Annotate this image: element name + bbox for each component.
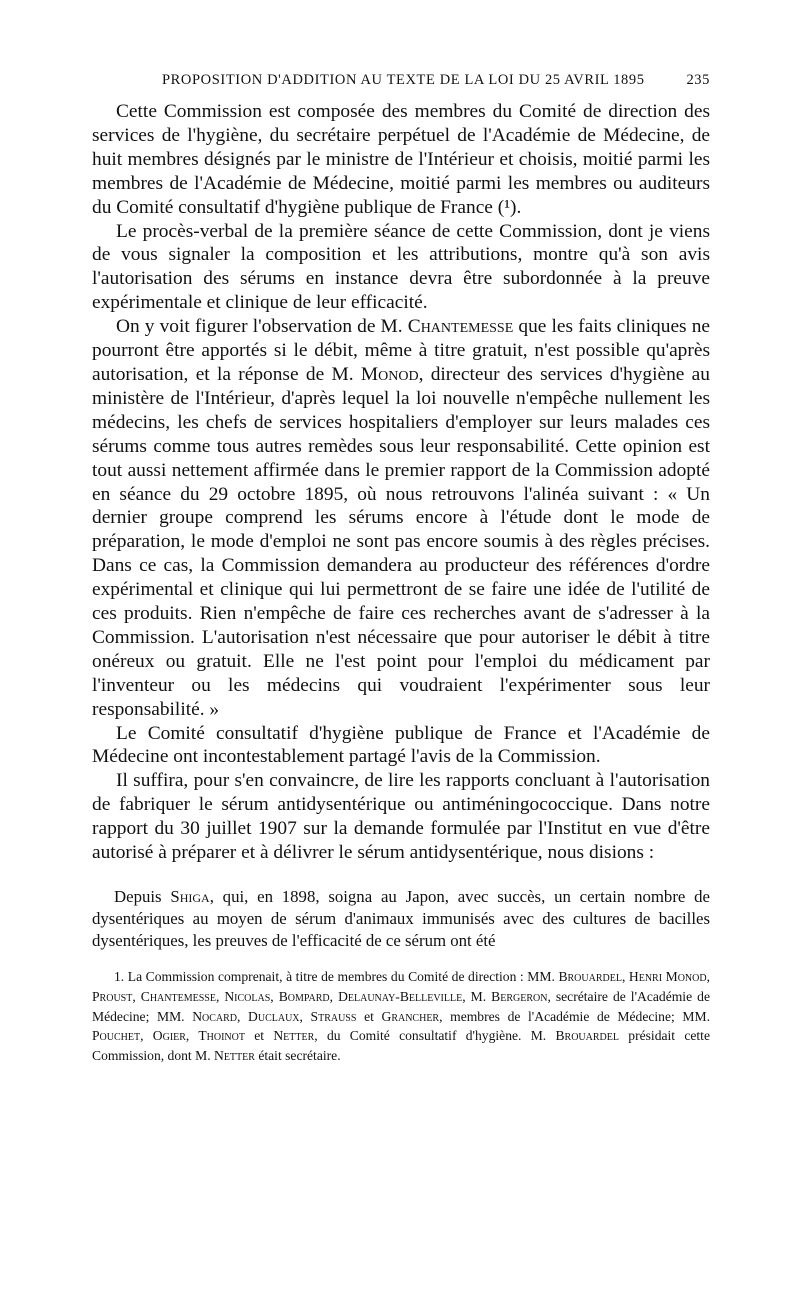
fn-text-9: était secrétaire. <box>258 1047 341 1063</box>
paragraph-5: Il suffira, pour s'en convaincre, de lire les rapports concluant à l'autorisation de fabriquer le sérum antidysentérique ou antiméningococcique. Dans notre rapport du 30 juillet 1907 sur la demande formulée par l'Institut en vue d'être autorisé à préparer et à délivrer le sérum antidysentérique, nous disions : <box>92 770 710 864</box>
running-title: PROPOSITION D'ADDITION AU TEXTE DE LA LOI DU 25 AVRIL 1895 <box>162 72 645 88</box>
fn-text-6: et <box>254 1028 265 1044</box>
paragraph-4: Le Comité consultatif d'hygiène publique de France et l'Académie de Médecine ont incontestablement partagé l'avis de la Commission. <box>92 722 710 768</box>
fn-text-4: et <box>364 1008 374 1024</box>
fn-names-3: Nocard, Duclaux, Strauss <box>192 1008 357 1024</box>
paragraph-1: Cette Commission est composée des membres du Comité de direction des services de l'hygiène, du secrétaire perpétuel de l'Académie de Médecine, de huit membres désignés par le ministre de l'Intérieur et choisis, moitié parmi les membres de l'Académie de Médecine, moitié parmi les membres ou auditeurs du Comité consultatif d'hygiène publique de France (¹). <box>92 101 710 218</box>
p3-text-c: , directeur des services d'hygiène au ministère de l'Intérieur, d'après lequel la loi nouvelle n'empêche nullement les médecins, les chefs de services hospitaliers d'employer sur leurs malades ces sérums comme tous autres remèdes sous leur responsabilité. Cette opinion est tout aussi nettement affirmée dans le premier rapport de la Commission adopté en séance du 29 octobre 1895, où nous retrouvons l'alinéa suivant : « Un dernier groupe comprend les sérums encore à l'étude dont le mode de préparation, le mode d'emploi ne sont pas encore soumis à des règles précises. Dans ce cas, la Commission demandera au producteur des références d'ordre expérimental et clinique qui lui permettront de se faire une idée de l'utilité de ces produits. Rien n'empêche de faire ces recherches avant de s'adresser à la Commission. L'autorisation n'est nécessaire que pour autoriser le débit à titre onéreux ou gratuit. Elle ne l'est point pour l'emploi du médicament par l'inventeur ou les médecins qui voudraient l'expérimenter sous leur responsabilité. » <box>92 363 710 720</box>
quoted-report <box>92 886 710 951</box>
paragraph-2: Le procès-verbal de la première séance de cette Commission, dont je viens de vous signaler la composition et les attributions, montre qu'à son avis l'autorisation des sérums en instance devra être subordonnée à la preuve expérimentale et clinique de leur efficacité. <box>92 220 710 314</box>
name-chantemesse: Chantemesse <box>407 316 514 338</box>
fn-text-5: , membres de l'Académie de Médecine; MM. <box>439 1008 710 1024</box>
fn-names-1: Brouardel, Henri Monod, Proust, Chantemesse, Nicolas, Bompard, Delaunay-Belleville <box>92 969 710 1004</box>
fn-names-2: Bergeron <box>491 988 548 1004</box>
fn-text-7: , du Comité consultatif d'hygiène. M. <box>314 1028 547 1044</box>
p3-text-b: que les faits cliniques ne pourront être apportés si le débit, même à titre gratuit, n'est possible qu'après autorisation, et la réponse de M. <box>92 316 710 385</box>
footnote-1 <box>92 967 710 1065</box>
page-number: 235 <box>686 72 710 88</box>
fn-names-7: Brouardel <box>555 1028 619 1044</box>
fn-text-1: 1. La Commission comprenait, à titre de membres du Comité de direction : MM. <box>114 969 555 985</box>
fn-names-5: Pouchet, Ogier, Thoinot <box>92 1028 245 1044</box>
book-page <box>92 72 710 1065</box>
fn-names-4: Grancher <box>381 1008 440 1024</box>
fn-text-8: présidait cette Commission, dont M. <box>92 1028 710 1063</box>
p3-text-a: On y voit figurer l'observation de M. <box>116 316 403 338</box>
paragraph-3 <box>92 315 710 721</box>
fn-names-8: Netter <box>214 1047 255 1063</box>
fn-text-3: , secrétaire de l'Académie de Médecine; MM. <box>92 988 710 1024</box>
fn-names-6: Netter <box>273 1028 315 1044</box>
quote-text-b: , qui, en 1898, soigna au Japon, avec succès, un certain nombre de dysentériques au moyen de sérum d'animaux immunisés avec des cultures de bacilles dysentériques, les preuves de l'efficacité de ce sérum ont été <box>92 887 711 950</box>
running-header <box>92 72 710 100</box>
name-monod: Monod <box>360 363 419 385</box>
fn-text-2: , M. <box>462 988 487 1004</box>
name-shiga: Shiga <box>170 887 210 906</box>
quote-text-a: Depuis <box>114 887 162 906</box>
